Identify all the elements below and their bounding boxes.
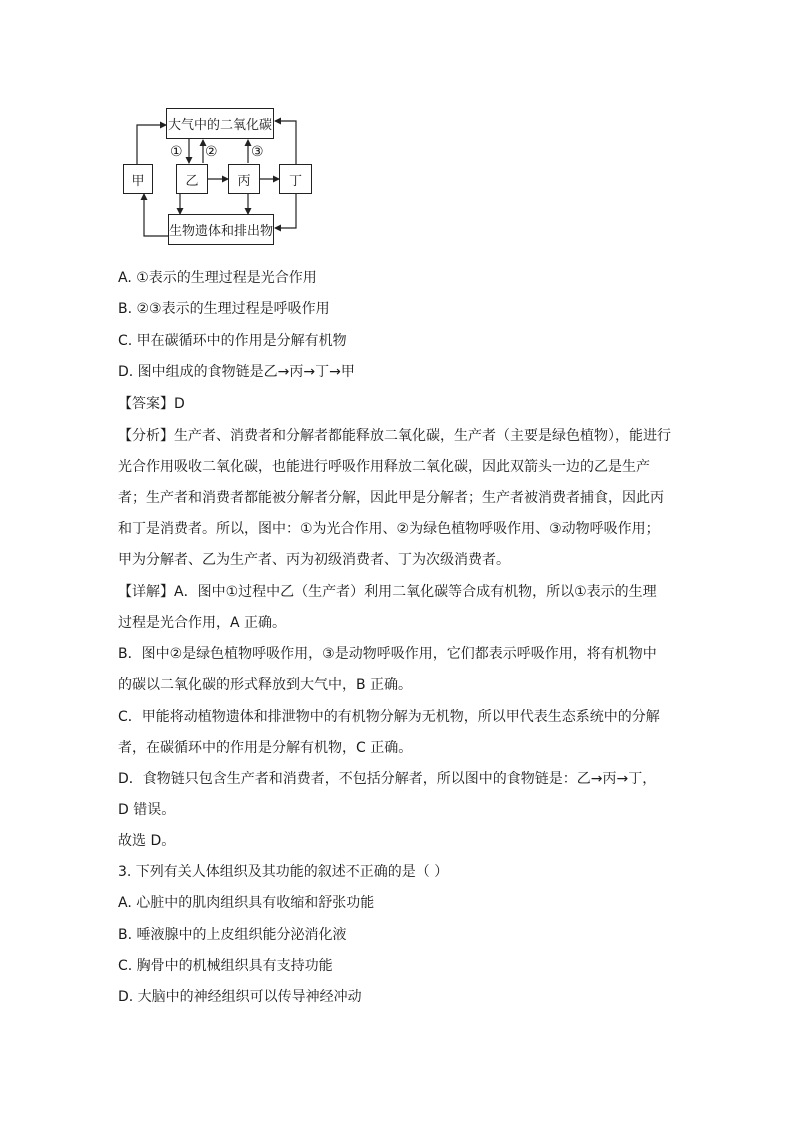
carbon-cycle-diagram bbox=[112, 100, 312, 250]
detail-line: B．图中②是绿色植物呼吸作用，③是动物呼吸作用，它们都表示呼吸作用，将有机物中 bbox=[118, 646, 657, 662]
analysis-line: 光合作用吸收二氧化碳，也能进行呼吸作用释放二氧化碳，因此双箭头一边的乙是生产 bbox=[118, 459, 650, 475]
question-3-option-c: C. 胸骨中的机械组织具有支持功能 bbox=[118, 958, 333, 974]
option-b: B. ②③表示的生理过程是呼吸作用 bbox=[118, 301, 330, 317]
question-3-option-d: D. 大脑中的神经组织可以传导神经冲动 bbox=[118, 989, 362, 1005]
option-c: C. 甲在碳循环中的作用是分解有机物 bbox=[118, 333, 347, 349]
detail-line: 故选 D。 bbox=[118, 833, 176, 849]
detail-line: D．食物链只包含生产者和消费者，不包括分解者，所以图中的食物链是：乙→丙→丁， bbox=[118, 771, 657, 787]
mark-1: ① bbox=[170, 144, 183, 160]
detail-line: C．甲能将动植物遗体和排泄物中的有机物分解为无机物，所以甲代表生态系统中的分解 bbox=[118, 709, 660, 725]
question-3-option-b: B. 唾液腺中的上皮组织能分泌消化液 bbox=[118, 927, 347, 943]
detail-line: 的碳以二氧化碳的形式释放到大气中，B 正确。 bbox=[118, 677, 413, 693]
bing-box: 丙 bbox=[228, 164, 260, 194]
detail-line: 者，在碳循环中的作用是分解有机物，C 正确。 bbox=[118, 740, 413, 756]
detail-line: 过程是光合作用，A 正确。 bbox=[118, 615, 287, 631]
mark-3: ③ bbox=[251, 144, 264, 160]
question-3-stem: 3. 下列有关人体组织及其功能的叙述不正确的是（ ） bbox=[118, 864, 449, 880]
yi-box: 乙 bbox=[176, 164, 208, 194]
mark-2: ② bbox=[205, 144, 218, 160]
analysis-line: 者；生产者和消费者都能被分解者分解，因此甲是分解者；生产者被消费者捕食，因此丙 bbox=[118, 490, 664, 506]
remains-box: 生物遗体和排出物 bbox=[168, 214, 274, 245]
atmosphere-co2-box: 大气中的二氧化碳 bbox=[166, 108, 274, 139]
analysis-line: 和丁是消费者。所以，图中：①为光合作用、②为绿色植物呼吸作用、③动物呼吸作用； bbox=[118, 521, 660, 537]
analysis-line: 【分析】生产者、消费者和分解者都能释放二氧化碳，生产者（主要是绿色植物），能进行 bbox=[118, 428, 671, 444]
ding-box: 丁 bbox=[279, 164, 312, 194]
answer: 【答案】D bbox=[118, 396, 185, 412]
option-a: A. ①表示的生理过程是光合作用 bbox=[118, 270, 317, 286]
detail-line: 【详解】A．图中①过程中乙（生产者）利用二氧化碳等合成有机物，所以①表示的生理 bbox=[118, 584, 657, 600]
detail-line: D 错误。 bbox=[118, 802, 176, 818]
jia-box: 甲 bbox=[123, 164, 153, 194]
question-3-option-a: A. 心脏中的肌肉组织具有收缩和舒张功能 bbox=[118, 895, 375, 911]
option-d: D. 图中组成的食物链是乙→丙→丁→甲 bbox=[118, 364, 355, 380]
analysis-line: 甲为分解者、乙为生产者、丙为初级消费者、丁为次级消费者。 bbox=[118, 552, 510, 568]
